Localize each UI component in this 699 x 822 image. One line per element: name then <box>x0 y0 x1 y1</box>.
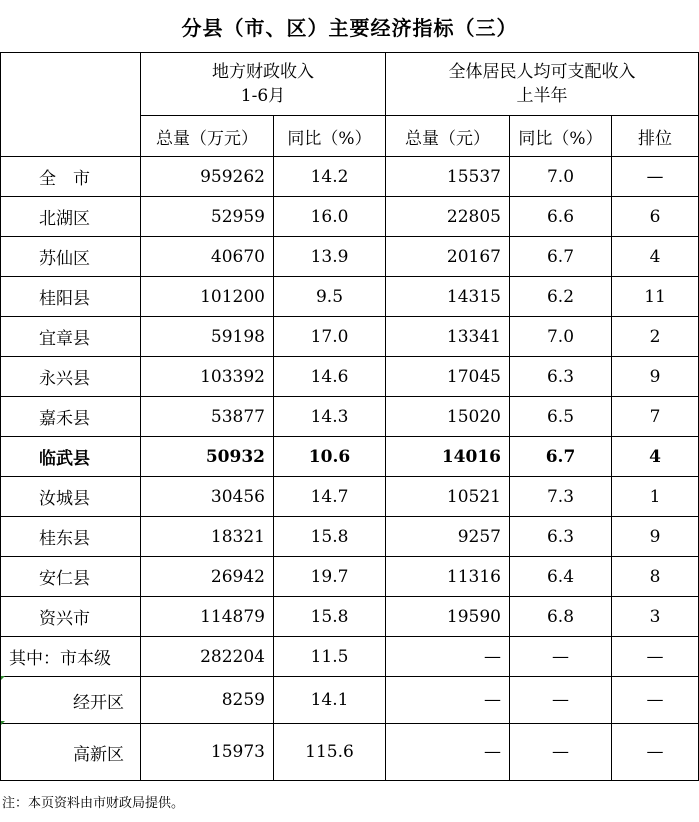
income-yoy: 6.3 <box>510 517 612 557</box>
row-name: 经开区 <box>1 677 141 724</box>
income-total: 14016 <box>386 437 510 477</box>
fiscal-yoy: 15.8 <box>274 597 386 637</box>
header-income-period: 上半年 <box>516 86 568 106</box>
fiscal-yoy: 115.6 <box>274 724 386 781</box>
fiscal-total: 18321 <box>141 517 274 557</box>
row-name: 桂阳县 <box>1 277 141 317</box>
table-row <box>1 157 699 197</box>
footnote: 注：本页资料由市财政局提供。 <box>2 796 185 811</box>
rank: 9 <box>612 517 699 557</box>
indicator-table <box>0 52 699 781</box>
header-fiscal-period: 1-6月 <box>240 86 286 106</box>
header-total-yuan: 总量（元） <box>386 116 510 157</box>
income-total: — <box>386 637 510 677</box>
income-yoy: 6.7 <box>510 237 612 277</box>
fiscal-total: 15973 <box>141 724 274 781</box>
row-name: 全 市 <box>1 157 141 197</box>
header-rank: 排位 <box>612 116 699 157</box>
rank: — <box>612 724 699 781</box>
rank: 7 <box>612 397 699 437</box>
income-yoy: 6.5 <box>510 397 612 437</box>
income-total: 20167 <box>386 237 510 277</box>
fiscal-total: 52959 <box>141 197 274 237</box>
fiscal-yoy: 14.3 <box>274 397 386 437</box>
fiscal-yoy: 14.2 <box>274 157 386 197</box>
fiscal-total: 53877 <box>141 397 274 437</box>
fiscal-total: 26942 <box>141 557 274 597</box>
table-row <box>1 597 699 637</box>
fiscal-total: 8259 <box>141 677 274 724</box>
fiscal-yoy: 14.7 <box>274 477 386 517</box>
income-yoy: 6.8 <box>510 597 612 637</box>
row-name: 苏仙区 <box>1 237 141 277</box>
rank: 9 <box>612 357 699 397</box>
income-yoy: 6.7 <box>510 437 612 477</box>
table-row <box>1 724 699 781</box>
rank: 8 <box>612 557 699 597</box>
fiscal-total: 30456 <box>141 477 274 517</box>
rank: — <box>612 677 699 724</box>
header-total-wan: 总量（万元） <box>141 116 274 157</box>
income-total: 14315 <box>386 277 510 317</box>
fiscal-yoy: 14.6 <box>274 357 386 397</box>
fiscal-yoy: 9.5 <box>274 277 386 317</box>
table-row-highlighted <box>1 437 699 477</box>
income-total: 17045 <box>386 357 510 397</box>
fiscal-yoy: 13.9 <box>274 237 386 277</box>
fiscal-total: 59198 <box>141 317 274 357</box>
rank: — <box>612 637 699 677</box>
table-row <box>1 357 699 397</box>
rank: 4 <box>612 437 699 477</box>
table-row <box>1 677 699 724</box>
fiscal-total: 103392 <box>141 357 274 397</box>
header-fiscal-revenue <box>141 53 386 116</box>
income-yoy: 6.4 <box>510 557 612 597</box>
income-total: 15020 <box>386 397 510 437</box>
table-row <box>1 277 699 317</box>
income-yoy: — <box>510 677 612 724</box>
table-row <box>1 477 699 517</box>
income-total: 19590 <box>386 597 510 637</box>
table-row <box>1 557 699 597</box>
header-fiscal-title: 地方财政收入 <box>212 62 314 82</box>
income-total: — <box>386 724 510 781</box>
header-income-title: 全体居民人均可支配收入 <box>448 62 636 82</box>
income-total: 15537 <box>386 157 510 197</box>
table-row <box>1 637 699 677</box>
header-yoy-income: 同比（%） <box>510 116 612 157</box>
income-yoy: 6.6 <box>510 197 612 237</box>
income-total: 13341 <box>386 317 510 357</box>
cell-error-marker <box>1 721 5 725</box>
table-row <box>1 197 699 237</box>
row-name: 资兴市 <box>1 597 141 637</box>
fiscal-total: 282204 <box>141 637 274 677</box>
table-row <box>1 397 699 437</box>
fiscal-total: 114879 <box>141 597 274 637</box>
table-row <box>1 517 699 557</box>
corner-cell <box>1 53 141 157</box>
fiscal-yoy: 17.0 <box>274 317 386 357</box>
fiscal-yoy: 11.5 <box>274 637 386 677</box>
row-name: 嘉禾县 <box>1 397 141 437</box>
header-yoy-fiscal: 同比（%） <box>274 116 386 157</box>
income-yoy: 6.3 <box>510 357 612 397</box>
rank: — <box>612 157 699 197</box>
rank: 1 <box>612 477 699 517</box>
row-name: 安仁县 <box>1 557 141 597</box>
income-yoy: 7.0 <box>510 317 612 357</box>
fiscal-yoy: 15.8 <box>274 517 386 557</box>
fiscal-yoy: 10.6 <box>274 437 386 477</box>
row-name: 北湖区 <box>1 197 141 237</box>
income-yoy: 7.3 <box>510 477 612 517</box>
fiscal-total: 959262 <box>141 157 274 197</box>
page-title: 分县（市、区）主要经济指标（三） <box>181 15 518 40</box>
rank: 2 <box>612 317 699 357</box>
fiscal-yoy: 19.7 <box>274 557 386 597</box>
fiscal-total: 101200 <box>141 277 274 317</box>
rank: 3 <box>612 597 699 637</box>
rank: 4 <box>612 237 699 277</box>
income-total: 22805 <box>386 197 510 237</box>
rank: 11 <box>612 277 699 317</box>
table-row <box>1 317 699 357</box>
row-name: 汝城县 <box>1 477 141 517</box>
income-total: 9257 <box>386 517 510 557</box>
row-name: 其中：市本级 <box>1 637 141 677</box>
fiscal-total: 50932 <box>141 437 274 477</box>
table-row <box>1 237 699 277</box>
income-total: 10521 <box>386 477 510 517</box>
row-name: 临武县 <box>1 437 141 477</box>
income-yoy: — <box>510 637 612 677</box>
income-total: — <box>386 677 510 724</box>
fiscal-yoy: 14.1 <box>274 677 386 724</box>
cell-error-marker <box>1 676 5 680</box>
fiscal-total: 40670 <box>141 237 274 277</box>
income-yoy: 7.0 <box>510 157 612 197</box>
rank: 6 <box>612 197 699 237</box>
row-name: 永兴县 <box>1 357 141 397</box>
income-yoy: — <box>510 724 612 781</box>
income-total: 11316 <box>386 557 510 597</box>
income-yoy: 6.2 <box>510 277 612 317</box>
row-name: 高新区 <box>1 724 141 781</box>
fiscal-yoy: 16.0 <box>274 197 386 237</box>
row-name: 桂东县 <box>1 517 141 557</box>
header-disposable-income <box>386 53 699 116</box>
row-name: 宜章县 <box>1 317 141 357</box>
